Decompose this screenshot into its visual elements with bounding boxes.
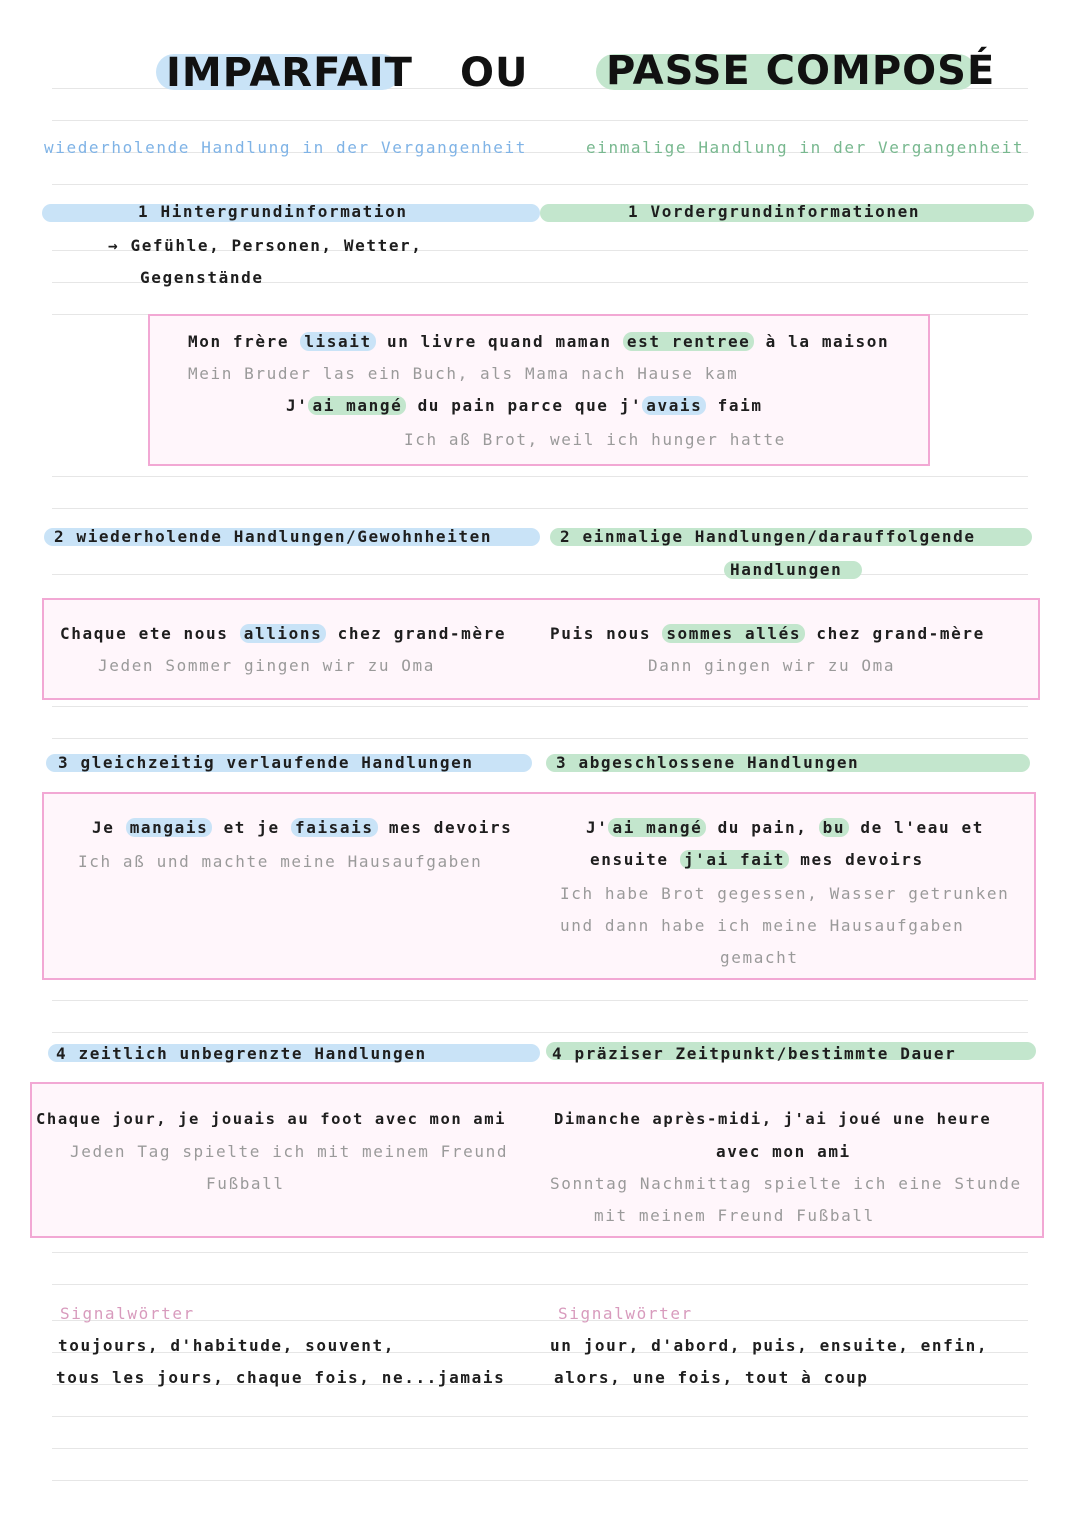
s3-left-header: 3 gleichzeitig verlaufende Handlungen [58,753,474,772]
signal-left-line-1: toujours, d'habitude, souvent, [58,1336,395,1355]
verb-passe-compose: ai mangé [608,818,706,837]
text: et je [212,818,291,837]
verb-passe-compose: bu [819,818,849,837]
s4-left-header: 4 zeitlich unbegrenzte Handlungen [56,1044,427,1063]
s2-right-header: 2 einmalige Handlungen/darauffolgende [560,527,976,546]
text: du pain parce que j' [406,396,643,415]
s2-left-example [60,624,506,643]
text: J' [286,396,309,415]
s4-right-header: 4 präziser Zeitpunkt/bestimmte Dauer [552,1044,957,1063]
s1-left-detail-2: Gegenstände [140,268,264,287]
text: à la maison [754,332,890,351]
s2-example-box [42,598,1040,700]
text: de l'eau et [849,818,984,837]
s1-left-detail-1: → Gefühle, Personen, Wetter, [108,236,423,255]
text: Chaque ete nous [60,624,240,643]
title-imparfait: IMPARFAIT [166,50,413,96]
s4-left-translation-1: Jeden Tag spielte ich mit meinem Freund [70,1142,509,1161]
s4-right-example-1: Dimanche après-midi, j'ai joué une heure [554,1110,992,1128]
verb-imparfait: allions [240,624,327,643]
s3-right-translation-2: und dann habe ich meine Hausaufgaben [560,916,965,935]
verb-passe-compose: est rentree [623,332,755,351]
text: Je [92,818,126,837]
s3-right-translation-1: Ich habe Brot gegessen, Wasser getrunken [560,884,1010,903]
s1-example-1-translation: Mein Bruder las ein Buch, als Mama nach Hause kam [188,364,739,383]
verb-imparfait: mangais [126,818,213,837]
s2-left-header: 2 wiederholende Handlungen/Gewohnheiten [54,527,493,546]
s4-left-translation-2: Fußball [206,1174,285,1193]
verb-imparfait: faisais [291,818,378,837]
title-passe-compose: PASSE COMPOSÉ [606,48,996,94]
s3-right-example-2 [590,850,924,869]
s3-left-example [92,818,512,837]
s2-right-header-2: Handlungen [730,560,843,579]
subtitle-left: wiederholende Handlung in der Vergangenheit [44,138,528,157]
text: mes devoirs [788,850,924,869]
s3-right-header: 3 abgeschlossene Handlungen [556,753,860,772]
s3-right-example-1 [586,818,984,837]
s4-left-example: Chaque jour, je jouais au foot avec mon ami [36,1110,507,1128]
s4-right-example-2: avec mon ami [716,1142,851,1161]
s2-right-translation: Dann gingen wir zu Oma [648,656,896,675]
text: J' [586,818,609,837]
subtitle-right: einmalige Handlung in der Vergangenheit [586,138,1025,157]
s1-example-1 [188,332,889,351]
text: chez grand-mère [805,624,985,643]
text: Mon frère [188,332,301,351]
text: faim [706,396,763,415]
text: Puis nous [550,624,663,643]
s1-example-2 [286,396,763,415]
verb-passe-compose: sommes allés [662,624,805,643]
signal-right-line-1: un jour, d'abord, puis, ensuite, enfin, [550,1336,989,1355]
signal-right-title: Signalwörter [558,1304,693,1323]
s1-right-header: 1 Vordergrundinformationen [628,202,921,221]
signal-right-line-2: alors, une fois, tout à coup [554,1368,869,1387]
s2-left-translation: Jeden Sommer gingen wir zu Oma [98,656,435,675]
verb-passe-compose: j'ai fait [680,850,789,869]
s3-right-translation-3: gemacht [720,948,799,967]
title-ou: OU [460,50,529,96]
text: chez grand-mère [326,624,507,643]
verb-imparfait: lisait [300,332,375,351]
text: ensuite [590,850,680,869]
s4-right-translation-2: mit meinem Freund Fußball [594,1206,875,1225]
s4-right-translation-1: Sonntag Nachmittag spielte ich eine Stunde [550,1174,1022,1193]
verb-imparfait: avais [642,396,706,415]
s2-right-example [550,624,985,643]
text: du pain, [706,818,819,837]
text: mes devoirs [377,818,513,837]
text: un livre quand maman [375,332,623,351]
s3-left-translation: Ich aß und machte meine Hausaufgaben [78,852,483,871]
verb-passe-compose: ai mangé [308,396,406,415]
s1-example-2-translation: Ich aß Brot, weil ich hunger hatte [404,430,786,449]
signal-left-title: Signalwörter [60,1304,195,1323]
s1-left-header: 1 Hintergrundinformation [138,202,408,221]
signal-left-line-2: tous les jours, chaque fois, ne...jamais [56,1368,506,1387]
